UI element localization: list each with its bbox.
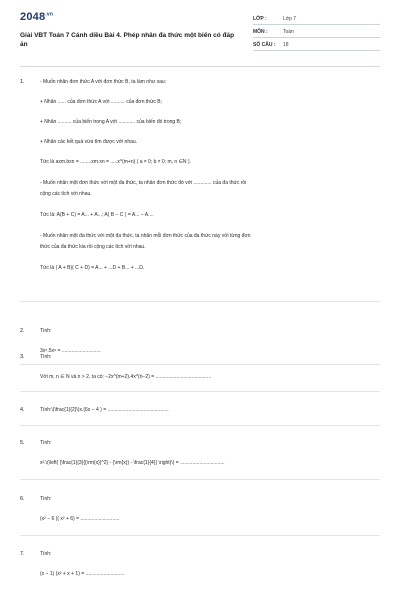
- question-divider: [20, 425, 380, 426]
- question-line: + Nhân ...... của đơn thức A với .......... của đơn thức B;: [40, 99, 163, 105]
- meta-row-class: [253, 12, 380, 25]
- document-title: Giải VBT Toán 7 Cánh diều Bài 4. Phép nhân đa thức một biến có đáp án: [20, 32, 235, 48]
- question-line: Tính:: [40, 354, 52, 360]
- question-line: + Nhân các kết quả vừa tìm được với nhau.: [40, 139, 138, 145]
- meta-row-count: [253, 38, 380, 51]
- meta-key: LỚP :: [253, 16, 267, 22]
- question-number: 2.: [20, 328, 25, 334]
- question-line: x².\(\left( {\frac{1}{3}{{\rm{x}}^2} - {\rm{x}} - \frac{1}{4}} \right)\) = ................................: [40, 460, 225, 466]
- question-line: Tính:: [40, 551, 52, 557]
- meta-table: [253, 12, 380, 51]
- header-divider: [20, 66, 380, 67]
- question-line: Tính:: [40, 440, 52, 446]
- question-line: - Muốn nhân đơn thức A với đơn thức B, ta làm như sau:: [40, 79, 167, 85]
- question-line: Tính:: [40, 496, 52, 502]
- meta-key: MÔN :: [253, 29, 268, 35]
- question-line: Tức là axm.bxn = ........xm.xn = .....x^(m+n) ( a ≠ 0; b ≠ 0; m, n ∈N ).: [40, 159, 191, 165]
- meta-value: Toán: [283, 29, 294, 35]
- question-line: - Muốn nhân một đơn thức với một đa thức, ta nhân đơn thức đó với ............. của đa thức rồi: [40, 180, 247, 186]
- question-divider: [20, 301, 380, 302]
- question-line: Tức là ( A + B)( C + D) = A... + ...D + B... + ...D.: [40, 265, 145, 271]
- question-line: Tính:: [40, 328, 52, 334]
- question-line: - Muốn nhân một đa thức với một đa thức, ta nhân mỗi đơn thức của đa thức này với từng đơn: [40, 233, 251, 239]
- question-number: 7.: [20, 551, 25, 557]
- question-line: + Nhân .......... của biến trong A với ............ của biến đó trong B;: [40, 119, 182, 125]
- question-line: Tính:\(\frac{1}{2}\)x.(6x − 4 ) = ............................................: [40, 407, 169, 413]
- question-divider: [20, 535, 380, 536]
- question-number: 5.: [20, 440, 25, 446]
- question-number: 1.: [20, 79, 25, 85]
- question-divider: [20, 364, 380, 365]
- question-line: 3x⁵.5x⁸ = ............................: [40, 348, 101, 354]
- document-header: [0, 0, 400, 66]
- meta-value: Lớp 7: [283, 16, 297, 22]
- question-line: Với m, n ∈ N và n > 2, ta có: −2x^(m+2).4x^(n−2) = ........................................: [40, 374, 212, 380]
- question-line: thức của đa thức kia rồi cộng các tích với nhau.: [40, 244, 146, 250]
- question-line: (x² − 6 )( x² + 6) = ............................: [40, 516, 120, 522]
- site-logo[interactable]: [20, 11, 53, 23]
- question-line: Tức là: A(B + C) = A... + A...; A( B − C ) = A... − A....: [40, 212, 154, 218]
- meta-value: 18: [283, 42, 289, 48]
- question-divider: [20, 479, 380, 480]
- question-line: (x − 1) (x² + x + 1) = ............................: [40, 571, 125, 577]
- question-number: 6.: [20, 496, 25, 502]
- question-number: 3.: [20, 354, 25, 360]
- question-number: 4.: [20, 407, 25, 413]
- logo-main-text: 2048: [20, 11, 46, 23]
- question-line: cộng các tích với nhau.: [40, 191, 92, 197]
- logo-tld-text: .vn: [45, 11, 54, 18]
- meta-row-subject: [253, 25, 380, 38]
- meta-key: SỐ CÂU :: [253, 42, 276, 48]
- question-divider: [20, 391, 380, 392]
